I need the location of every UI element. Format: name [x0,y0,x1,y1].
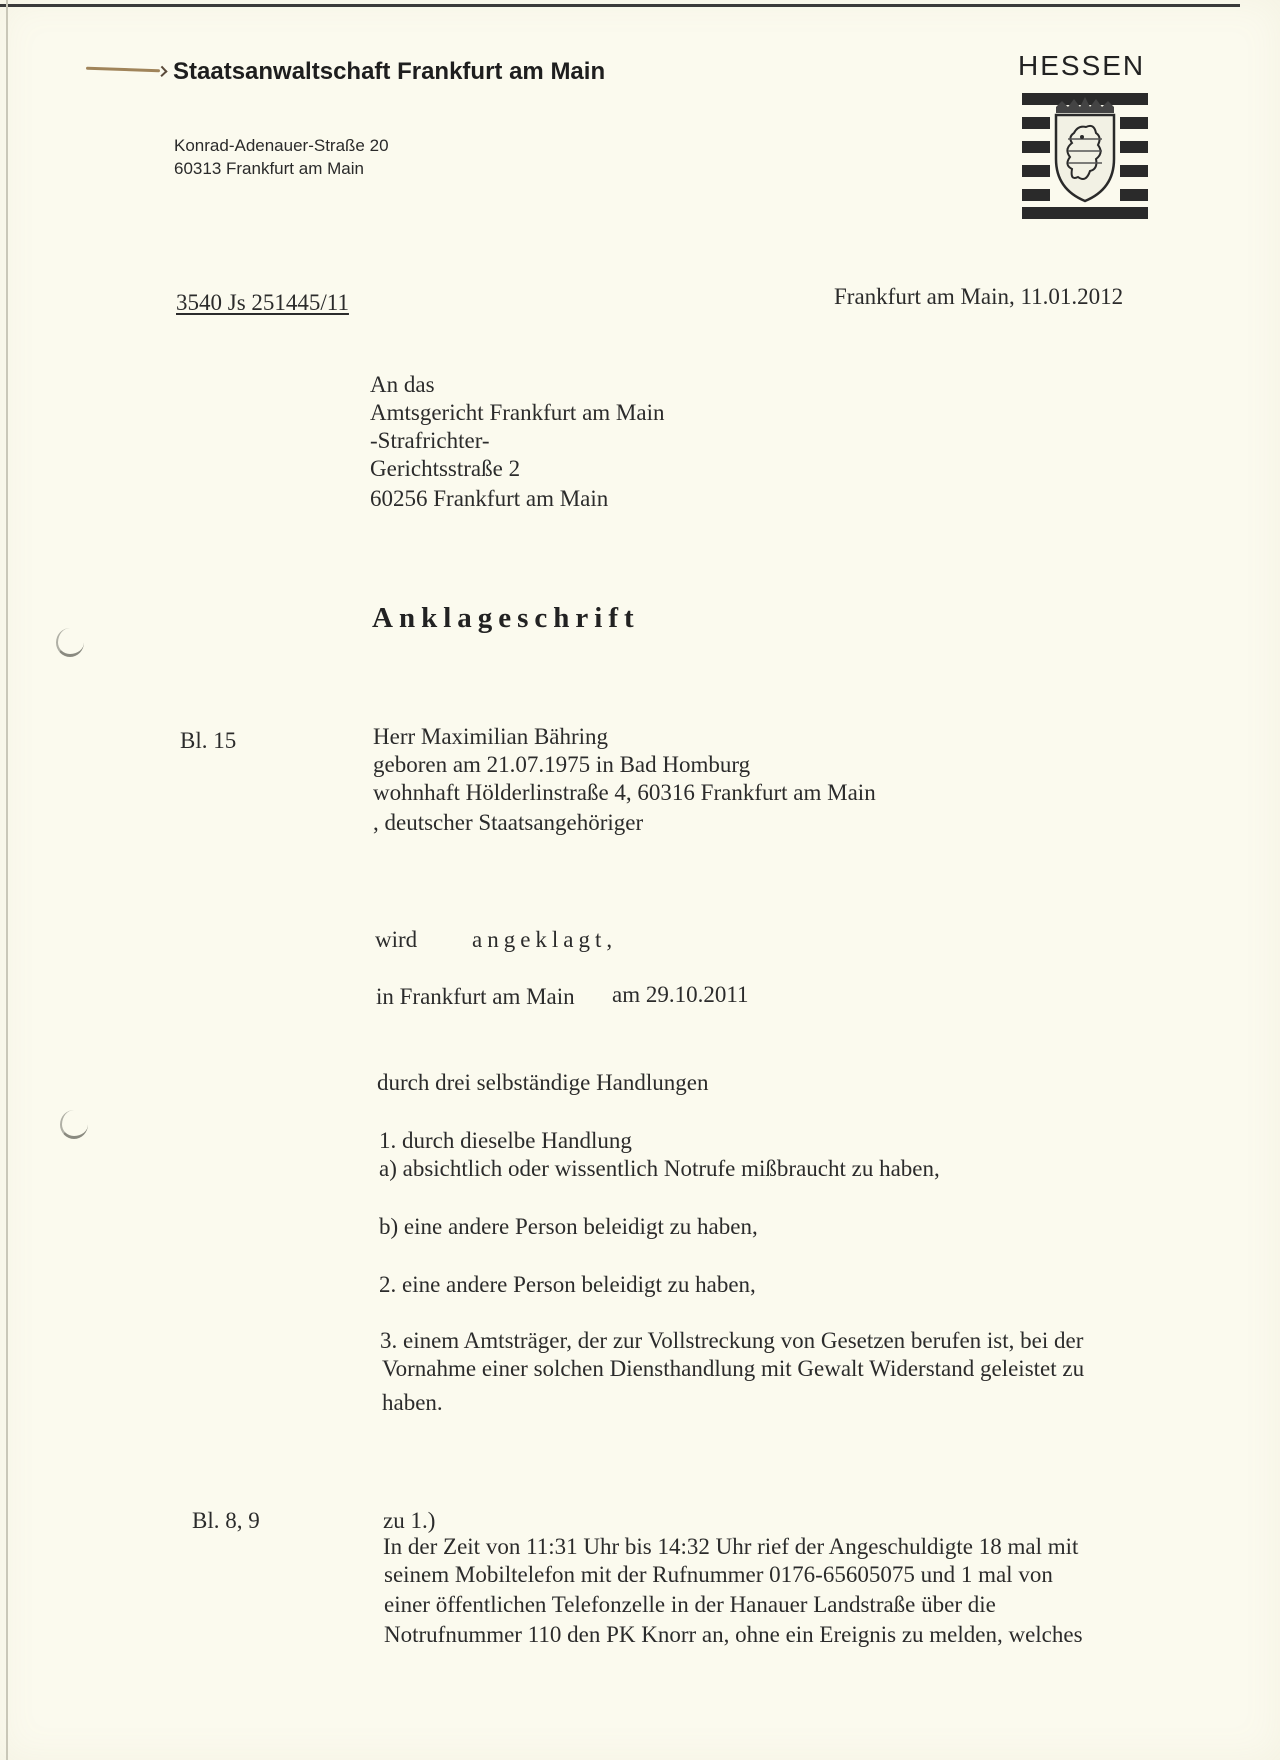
charge-item-2: 2. eine andere Person beleidigt zu haben, [379,1272,756,1297]
file-reference: 3540 Js 251445/11 [176,290,349,315]
facts-line: In der Zeit von 11:31 Uhr bis 14:32 Uhr rief der Angeschuldigte 18 mal mit [383,1534,1079,1559]
charge-item-3-line: Vornahme einer solchen Diensthandlung mit Gewalt Widerstand geleistet zu [382,1356,1085,1381]
charge-date: am 29.10.2011 [612,982,749,1007]
state-name: HESSEN [1018,50,1146,81]
top-rule [0,4,1240,7]
page-left-edge [6,0,8,1760]
charge-item-1a: a) absichtlich oder wissentlich Notrufe mißbraucht zu haben, [379,1156,940,1181]
charge-angeklagt: angeklagt, [472,927,618,952]
punch-hole-top [56,628,84,657]
facts-line: einer öffentlichen Telefonzelle in der Hanauer Landstraße über die [384,1592,996,1617]
sender-street: Konrad-Adenauer-Straße 20 [174,136,389,155]
place-date: Frankfurt am Main, 11.01.2012 [834,284,1124,309]
charge-item-3-line: 3. einem Amtsträger, der zur Vollstreckung von Gesetzen berufen ist, bei der [380,1328,1084,1353]
charge-intro: durch drei selbständige Handlungen [377,1070,709,1095]
accused-line: , deutscher Staatsangehöriger [373,810,644,835]
facts-heading: zu 1.) [383,1508,436,1533]
accused-line: geboren am 21.07.1975 in Bad Homburg [373,752,751,777]
document-title: Anklageschrift [372,602,640,634]
charge-item-3-line: haben. [382,1390,443,1415]
margin-reference: Bl. 15 [180,728,237,753]
sender-name: Staatsanwaltschaft Frankfurt am Main [173,58,606,85]
recipient-line: 60256 Frankfurt am Main [370,486,609,511]
facts-line: seinem Mobiltelefon mit der Rufnummer 0176-65605075 und 1 mal von [384,1562,1053,1587]
sender-city: 60313 Frankfurt am Main [174,159,364,178]
pen-mark-arrow [86,67,160,73]
accused-line: Herr Maximilian Bähring [373,724,609,749]
charge-wird: wird [375,927,418,952]
punch-hole-bottom [60,1110,88,1139]
facts-line: Notrufnummer 110 den PK Knorr an, ohne ein Ereignis zu melden, welches [384,1622,1083,1647]
recipient-line: An das [370,372,435,397]
recipient-line: -Strafrichter- [370,428,490,453]
recipient-line: Gerichtsstraße 2 [370,456,521,481]
charge-item-1: 1. durch dieselbe Handlung [379,1128,632,1153]
margin-reference: Bl. 8, 9 [192,1508,260,1533]
hessen-lion-crest-icon [1022,93,1148,219]
accused-line: wohnhaft Hölderlinstraße 4, 60316 Frankfurt am Main [373,780,876,805]
charge-place: in Frankfurt am Main [376,984,575,1009]
recipient-line: Amtsgericht Frankfurt am Main [370,400,665,425]
charge-item-1b: b) eine andere Person beleidigt zu haben, [379,1214,758,1239]
